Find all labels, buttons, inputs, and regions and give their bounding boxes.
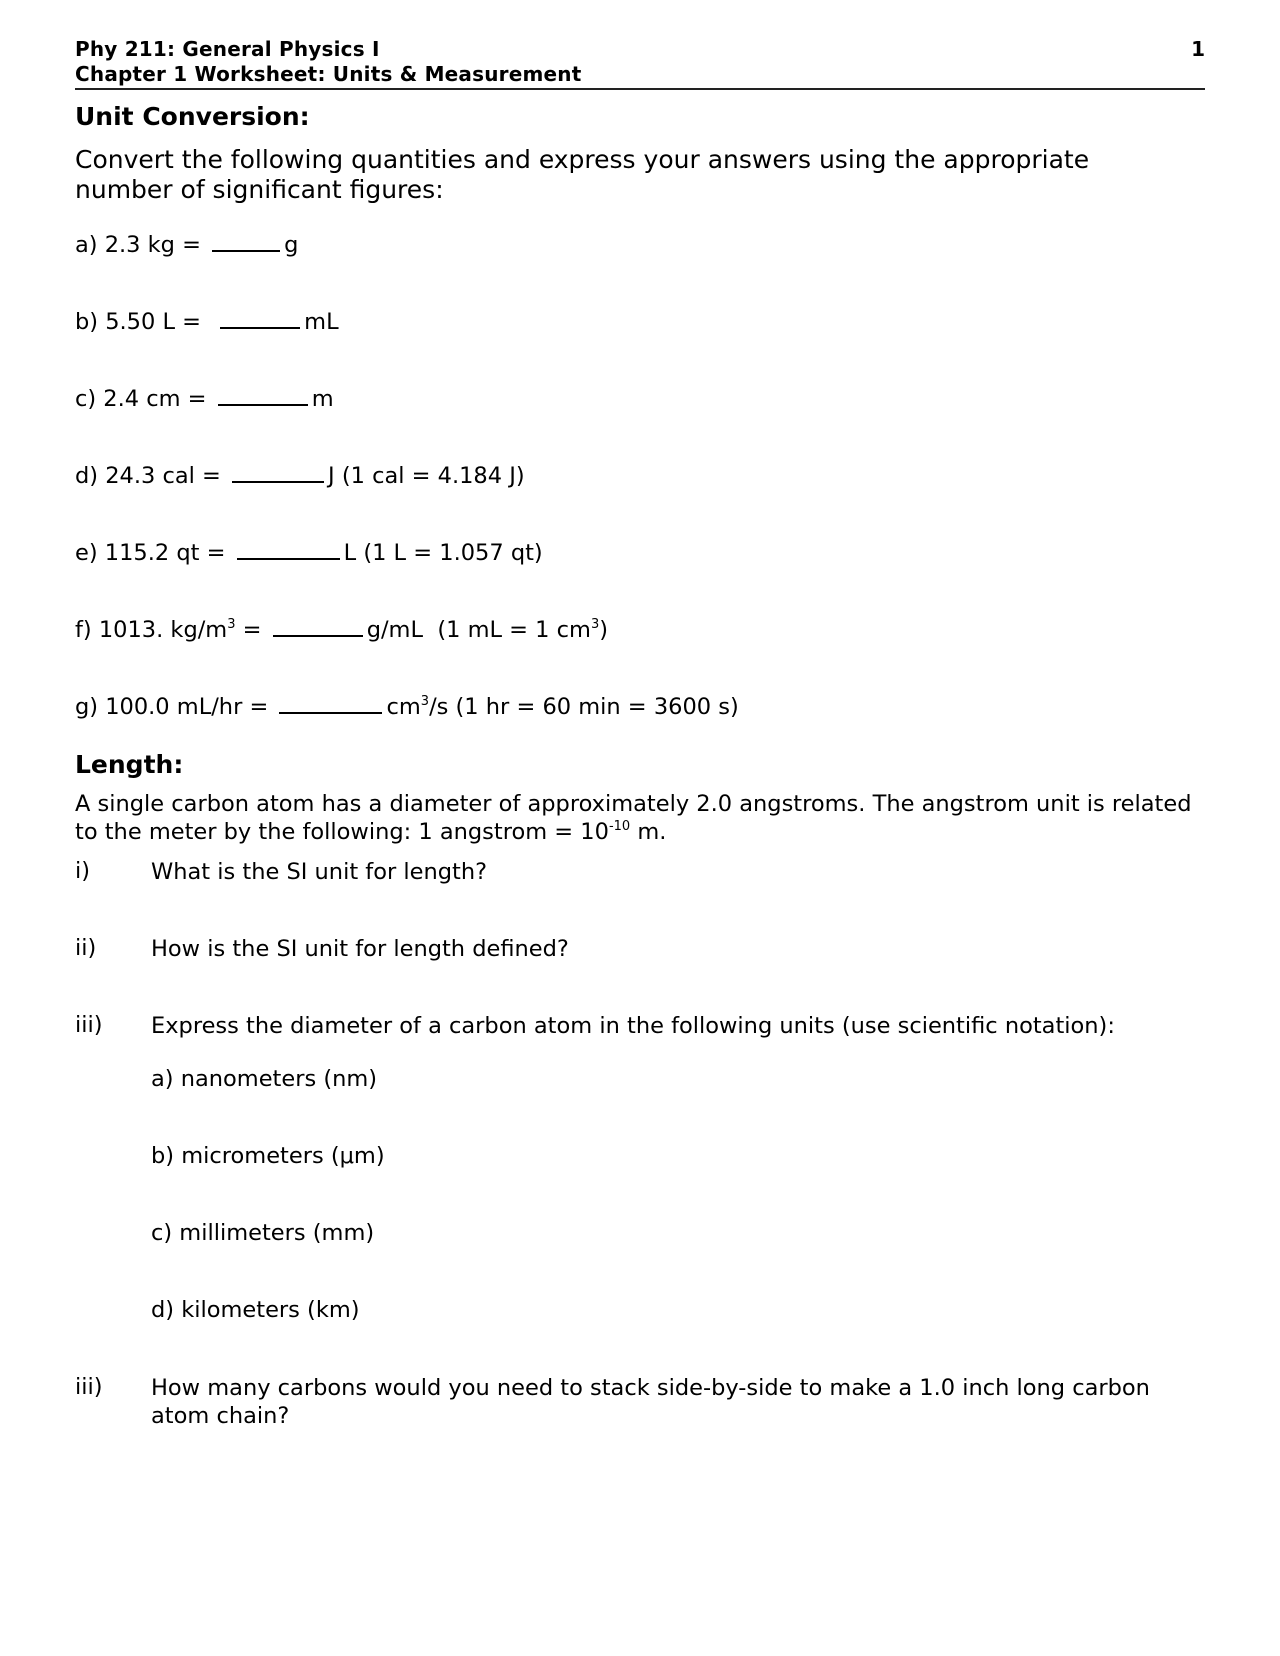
unit-item-um: b) micrometers (μm) (151, 1143, 385, 1169)
answer-blank[interactable] (279, 692, 382, 714)
length-intro: A single carbon atom has a diameter of approximately 2.0 angstroms. The angstrom unit is related to the meter by the following: 1 angstrom = $10^{-10}$ m. (75, 791, 1192, 845)
answer-blank[interactable] (232, 461, 324, 483)
unit-conversion-instructions: Convert the following quantities and express your answers using the appropriate number of significant figures: (75, 145, 1090, 204)
conversion-item-b: b) 5.50 L = mL (75, 309, 339, 335)
answer-blank[interactable] (237, 538, 340, 560)
conversion-item-d: d) 24.3 cal = J (1 cal = 4.184 J) (75, 463, 525, 489)
conversion-item-c: c) 2.4 cm = m (75, 386, 334, 412)
conversion-item-g: g) 100.0 $mL/hr = cm^3/s$ (1 hr = 60 min = 3600 s) (75, 694, 739, 720)
length-heading: Length: (75, 750, 184, 779)
unit-item-mm: c) millimeters (mm) (151, 1220, 375, 1246)
conversion-item-e: e) 115.2 qt = L (1 L = 1.057 qt) (75, 540, 543, 566)
page-number: 1 (1191, 37, 1205, 61)
answer-blank[interactable] (212, 230, 280, 252)
worksheet-title: Chapter 1 Worksheet: Units & Measurement (75, 62, 582, 86)
conversion-item-f: f) 1013. $kg/m^3 = g/mL$ (1 mL = 1 $cm^3$) (75, 617, 608, 643)
header-rule (75, 88, 1205, 90)
answer-blank[interactable] (218, 384, 308, 406)
unit-item-nm: a) nanometers (nm) (151, 1066, 378, 1092)
unit-item-km: d) kilometers (km) (151, 1297, 360, 1323)
answer-blank[interactable] (273, 615, 363, 637)
course-title: Phy 211: General Physics I (75, 37, 380, 61)
answer-blank[interactable] (220, 307, 300, 329)
conversion-item-a: a) 2.3 kg = g (75, 232, 299, 258)
unit-conversion-heading: Unit Conversion: (75, 102, 310, 131)
